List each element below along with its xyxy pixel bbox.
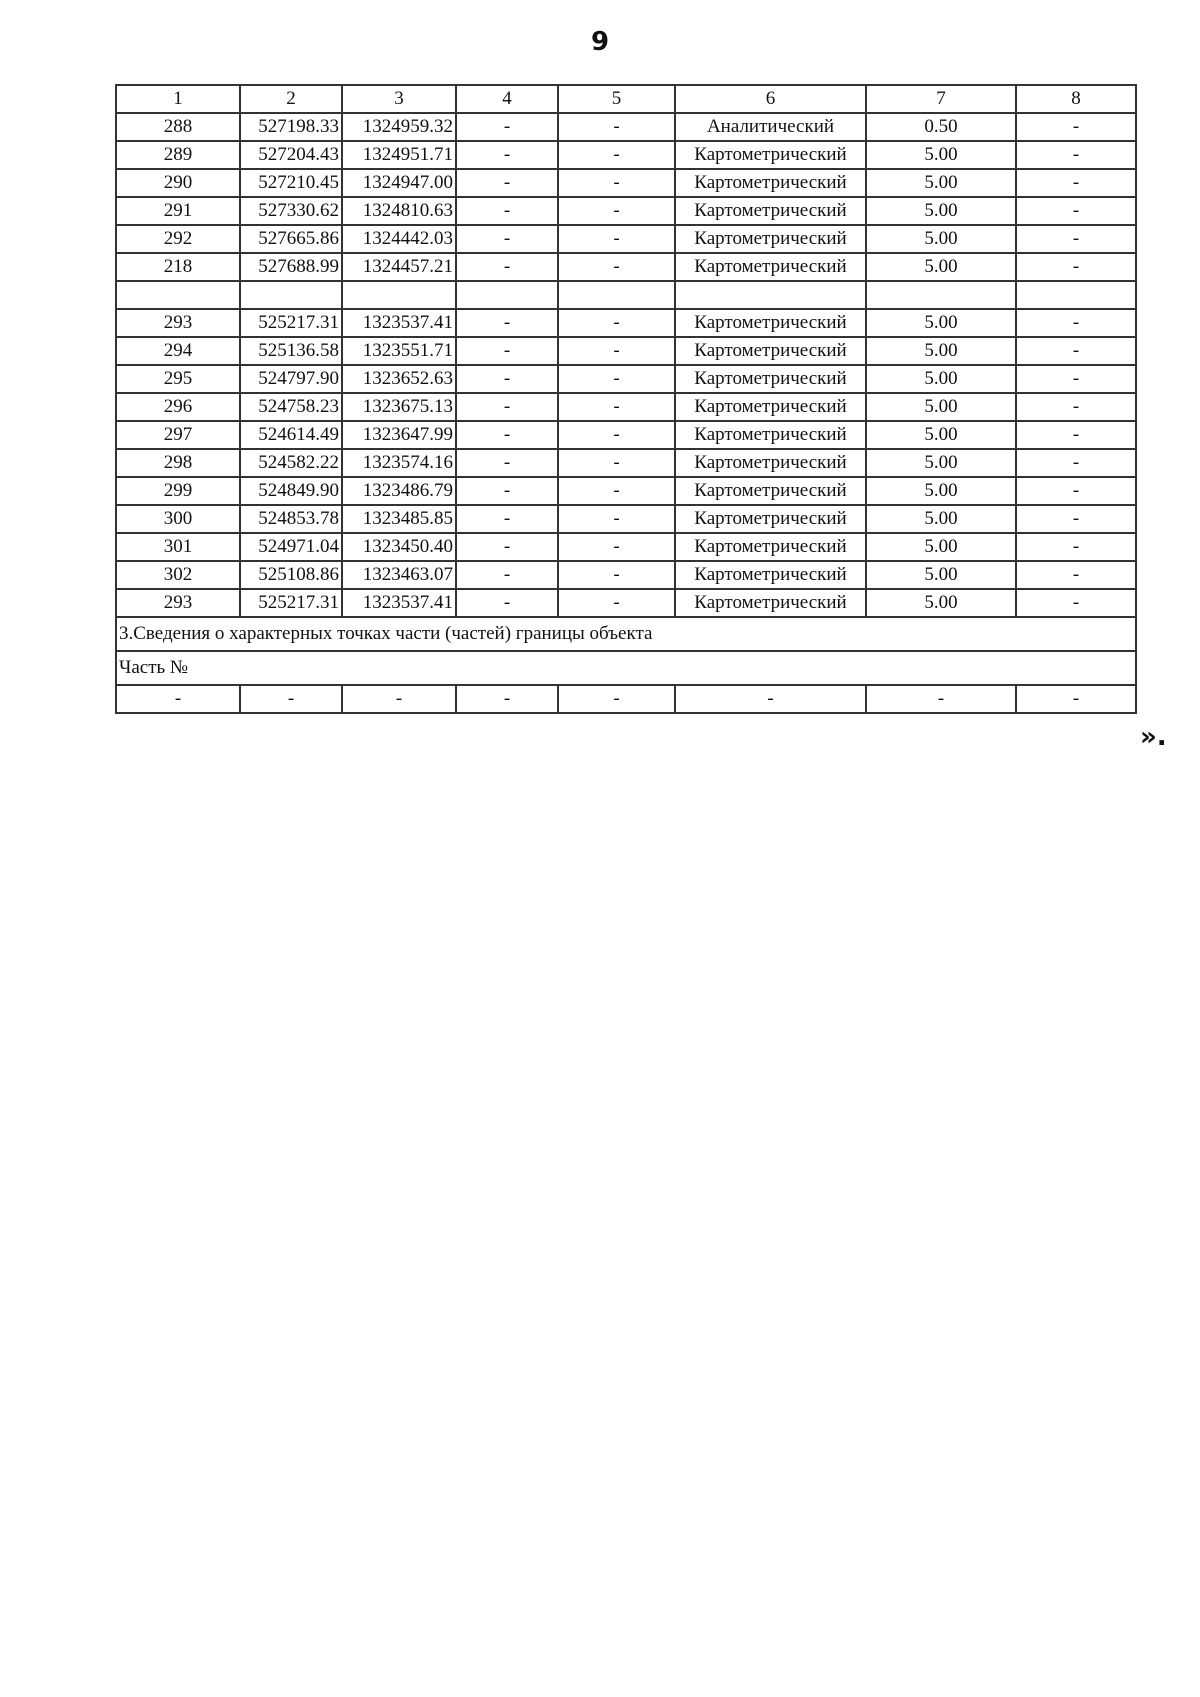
table-cell: -: [558, 141, 675, 169]
table-cell: 293: [116, 589, 240, 617]
table-cell: 1324951.71: [342, 141, 456, 169]
table-cell: 1323463.07: [342, 561, 456, 589]
table-cell: 1324457.21: [342, 253, 456, 281]
table-cell: 524614.49: [240, 421, 342, 449]
table-cell-empty: [1016, 281, 1136, 309]
table-cell: 524582.22: [240, 449, 342, 477]
table-cell: 524971.04: [240, 533, 342, 561]
table-cell: 5.00: [866, 561, 1016, 589]
table-cell: Картометрический: [675, 169, 866, 197]
table-cell: 5.00: [866, 225, 1016, 253]
table-cell: 1324810.63: [342, 197, 456, 225]
table-row: [116, 141, 1136, 169]
table-cell: 1323647.99: [342, 421, 456, 449]
table-cell: -: [558, 589, 675, 617]
table-cell: Картометрический: [675, 561, 866, 589]
table-cell: -: [1016, 197, 1136, 225]
table-cell: -: [1016, 365, 1136, 393]
table-cell: -: [558, 449, 675, 477]
table-cell: -: [456, 225, 558, 253]
table-cell-empty: [342, 281, 456, 309]
table-cell: -: [1016, 421, 1136, 449]
table-cell: 5.00: [866, 421, 1016, 449]
table-row: [116, 113, 1136, 141]
table-cell: Картометрический: [675, 253, 866, 281]
table-cell: 525217.31: [240, 309, 342, 337]
table-row: [116, 365, 1136, 393]
table-cell: -: [558, 561, 675, 589]
coordinates-table: [115, 84, 1137, 714]
table-cell: 5.00: [866, 169, 1016, 197]
table-cell: Картометрический: [675, 533, 866, 561]
table-cell: 5.00: [866, 253, 1016, 281]
table-cell: -: [456, 561, 558, 589]
table-cell: -: [456, 253, 558, 281]
table-cell: -: [675, 685, 866, 713]
table-row: [116, 253, 1136, 281]
table-cell: 525108.86: [240, 561, 342, 589]
table-cell: -: [456, 449, 558, 477]
table-cell: 218: [116, 253, 240, 281]
table-cell: 297: [116, 421, 240, 449]
table-cell: Аналитический: [675, 113, 866, 141]
table-cell: -: [456, 365, 558, 393]
table-row: [116, 449, 1136, 477]
table-cell: -: [558, 197, 675, 225]
table-cell: 524853.78: [240, 505, 342, 533]
table-cell: -: [456, 309, 558, 337]
table-cell: 1323486.79: [342, 477, 456, 505]
table-cell: 2: [240, 85, 342, 113]
table-cell: 296: [116, 393, 240, 421]
table-cell: 5.00: [866, 309, 1016, 337]
table-cell: 5.00: [866, 141, 1016, 169]
table-cell: 524797.90: [240, 365, 342, 393]
table-cell: 4: [456, 85, 558, 113]
table-cell: -: [456, 337, 558, 365]
table-cell: -: [1016, 253, 1136, 281]
table-row: [116, 421, 1136, 449]
table-cell: -: [1016, 505, 1136, 533]
table-cell: 525217.31: [240, 589, 342, 617]
table-cell: -: [558, 309, 675, 337]
table-cell: 527204.43: [240, 141, 342, 169]
table-cell: Картометрический: [675, 477, 866, 505]
table-cell: 5.00: [866, 365, 1016, 393]
table-cell: 5.00: [866, 477, 1016, 505]
page-number: 9: [590, 27, 610, 57]
table-cell: -: [342, 685, 456, 713]
table-cell: -: [456, 505, 558, 533]
table-cell: -: [456, 393, 558, 421]
table-cell: 302: [116, 561, 240, 589]
table-cell: 527198.33: [240, 113, 342, 141]
table-row: [116, 561, 1136, 589]
table-cell: Картометрический: [675, 197, 866, 225]
table-cell: Картометрический: [675, 337, 866, 365]
part-number-label: Часть №: [116, 651, 1136, 685]
table-cell: 524849.90: [240, 477, 342, 505]
table-cell: 5.00: [866, 337, 1016, 365]
table-cell: -: [1016, 169, 1136, 197]
table-cell: 6: [675, 85, 866, 113]
table-cell: 1323537.41: [342, 589, 456, 617]
table-cell: 291: [116, 197, 240, 225]
table-cell: Картометрический: [675, 589, 866, 617]
table-cell: 5.00: [866, 533, 1016, 561]
table-cell: -: [558, 477, 675, 505]
table-cell: -: [558, 225, 675, 253]
table-cell: 1324959.32: [342, 113, 456, 141]
table-cell: -: [456, 685, 558, 713]
table-row: [116, 169, 1136, 197]
table-cell: 293: [116, 309, 240, 337]
table-cell: -: [1016, 309, 1136, 337]
table-cell: 1323675.13: [342, 393, 456, 421]
table-cell: -: [558, 337, 675, 365]
table-cell: -: [1016, 685, 1136, 713]
coordinates-table-container: [115, 84, 1135, 714]
table-cell-empty: [240, 281, 342, 309]
table-cell: -: [558, 533, 675, 561]
table-cell: -: [456, 197, 558, 225]
table-cell: 294: [116, 337, 240, 365]
table-cell: -: [558, 253, 675, 281]
table-cell: -: [1016, 561, 1136, 589]
table-cell: -: [1016, 337, 1136, 365]
table-cell: Картометрический: [675, 309, 866, 337]
table-cell: -: [1016, 589, 1136, 617]
table-cell: 5.00: [866, 589, 1016, 617]
table-cell: 299: [116, 477, 240, 505]
table-row: [116, 505, 1136, 533]
table-cell: 1323537.41: [342, 309, 456, 337]
table-cell: 5.00: [866, 449, 1016, 477]
section-3-title-row: [116, 617, 1136, 651]
table-cell: 1323574.16: [342, 449, 456, 477]
table-cell-empty: [456, 281, 558, 309]
table-cell: 527210.45: [240, 169, 342, 197]
table-cell: -: [866, 685, 1016, 713]
table-cell: Картометрический: [675, 393, 866, 421]
table-cell: 1323551.71: [342, 337, 456, 365]
table-cell: 295: [116, 365, 240, 393]
table-row: [116, 309, 1136, 337]
table-row: [116, 589, 1136, 617]
table-cell: Картометрический: [675, 365, 866, 393]
table-cell: 1324442.03: [342, 225, 456, 253]
table-cell: 1: [116, 85, 240, 113]
table-cell-empty: [558, 281, 675, 309]
table-cell: -: [558, 685, 675, 713]
table-cell: 7: [866, 85, 1016, 113]
table-header-row: [116, 85, 1136, 113]
table-cell-empty: [675, 281, 866, 309]
part-number-row: [116, 651, 1136, 685]
table-cell: -: [1016, 141, 1136, 169]
table-cell: -: [456, 589, 558, 617]
table-cell: -: [240, 685, 342, 713]
closing-quote-mark: ».: [1140, 722, 1167, 752]
table-row: [116, 225, 1136, 253]
table-row: [116, 337, 1136, 365]
table-cell: 1323485.85: [342, 505, 456, 533]
table-cell: -: [558, 393, 675, 421]
table-row: [116, 477, 1136, 505]
table-cell: -: [116, 685, 240, 713]
table-cell: 1324947.00: [342, 169, 456, 197]
table-cell: 292: [116, 225, 240, 253]
table-cell: 3: [342, 85, 456, 113]
table-cell: Картометрический: [675, 225, 866, 253]
table-cell: -: [558, 113, 675, 141]
table-cell-empty: [866, 281, 1016, 309]
table-cell: -: [1016, 477, 1136, 505]
table-cell: -: [456, 477, 558, 505]
table-cell: 5.00: [866, 505, 1016, 533]
table-cell: -: [456, 533, 558, 561]
table-cell: 1323450.40: [342, 533, 456, 561]
table-cell: 301: [116, 533, 240, 561]
table-cell: 8: [1016, 85, 1136, 113]
table-cell: 288: [116, 113, 240, 141]
table-cell: 5.00: [866, 197, 1016, 225]
table-row: [116, 197, 1136, 225]
table-cell: 525136.58: [240, 337, 342, 365]
table-cell: -: [456, 421, 558, 449]
table-cell: 527665.86: [240, 225, 342, 253]
table-cell: -: [558, 365, 675, 393]
table-cell: Картометрический: [675, 421, 866, 449]
table-cell-empty: [116, 281, 240, 309]
table-row: [116, 393, 1136, 421]
table-cell: -: [1016, 449, 1136, 477]
table-cell: 298: [116, 449, 240, 477]
section-3-title: 3.Сведения о характерных точках части (частей) границы объекта: [116, 617, 1136, 651]
table-blank-row: [116, 281, 1136, 309]
table-cell: -: [558, 505, 675, 533]
table-cell: Картометрический: [675, 505, 866, 533]
table-cell: 0.50: [866, 113, 1016, 141]
table-cell: 524758.23: [240, 393, 342, 421]
table-cell: 527330.62: [240, 197, 342, 225]
table-cell: -: [1016, 225, 1136, 253]
table-cell: 290: [116, 169, 240, 197]
table-cell: 289: [116, 141, 240, 169]
table-cell: 5: [558, 85, 675, 113]
table-cell: -: [1016, 113, 1136, 141]
table-empty-part-row: [116, 685, 1136, 713]
table-row: [116, 533, 1136, 561]
table-cell: -: [1016, 393, 1136, 421]
table-cell: -: [456, 141, 558, 169]
table-cell: -: [456, 113, 558, 141]
table-cell: -: [558, 421, 675, 449]
table-cell: -: [1016, 533, 1136, 561]
table-cell: -: [456, 169, 558, 197]
table-cell: Картометрический: [675, 449, 866, 477]
table-cell: 5.00: [866, 393, 1016, 421]
table-cell: 527688.99: [240, 253, 342, 281]
table-cell: 1323652.63: [342, 365, 456, 393]
table-cell: Картометрический: [675, 141, 866, 169]
table-cell: -: [558, 169, 675, 197]
table-cell: 300: [116, 505, 240, 533]
